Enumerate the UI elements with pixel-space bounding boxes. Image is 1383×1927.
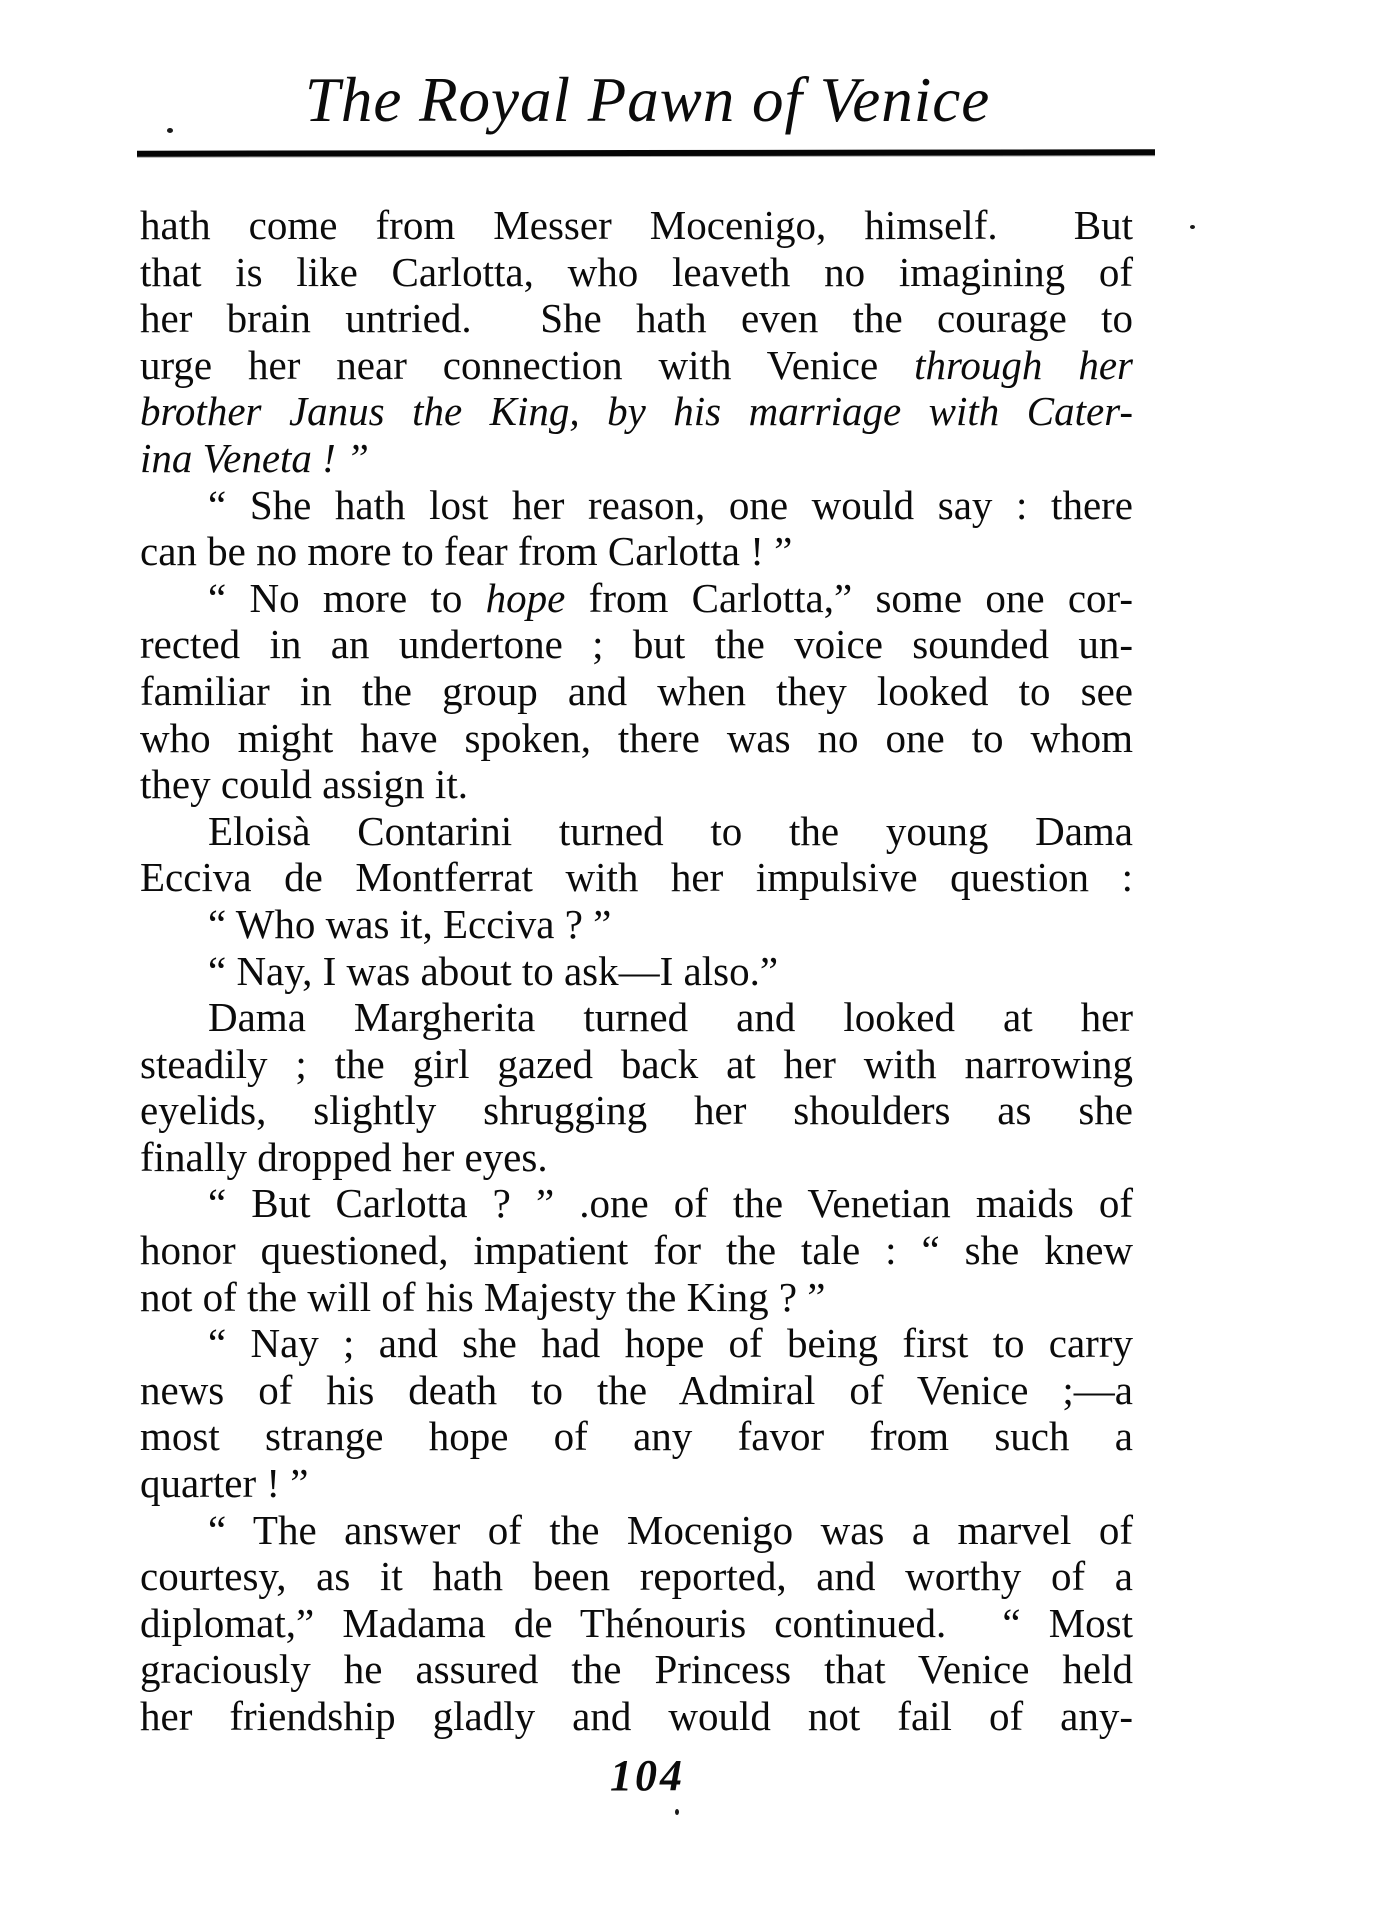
- text-line: [140, 1180, 1133, 1227]
- text-run: her friendship gladly and would not fail of any-: [140, 1693, 1133, 1739]
- text-line: [140, 621, 1133, 668]
- text-run: urge her near connection with Venice: [140, 341, 915, 388]
- ink-speck: [167, 128, 173, 133]
- text-run: “ Nay ; and she had hope of being first to carry: [208, 1320, 1133, 1367]
- text-line: [140, 1320, 1133, 1367]
- text-line: [140, 994, 1133, 1041]
- text-run: hath come from Messer Mocenigo, himself. But: [140, 202, 1133, 248]
- text-line: [140, 528, 1133, 575]
- italic-text-run: through her: [914, 341, 1133, 388]
- text-line: [140, 202, 1133, 249]
- text-run: diplomat,” Madama de Thénouris continued. “ Most: [140, 1599, 1133, 1646]
- text-run: honor questioned, impatient for the tale : “ she knew: [140, 1227, 1133, 1274]
- text-line: [140, 342, 1133, 389]
- ink-speck: [675, 1809, 679, 1815]
- text-line: [140, 1087, 1133, 1134]
- text-run: they could assign it.: [140, 761, 468, 808]
- text-line: [140, 668, 1133, 715]
- text-run: graciously he assured the Princess that Venice held: [140, 1646, 1133, 1693]
- text-run: “ Nay, I was about to ask—I also.”: [208, 947, 779, 994]
- italic-text-run: hope: [485, 574, 566, 621]
- text-run: not of the will of his Majesty the King ? ”: [140, 1273, 826, 1320]
- text-run: courtesy, as it hath been reported, and worthy of a: [140, 1553, 1133, 1600]
- text-run: familiar in the group and when they looked to see: [140, 667, 1133, 714]
- text-run: Eloisà Contarini turned to the young Dama: [208, 807, 1133, 854]
- text-line: [140, 854, 1133, 901]
- ink-speck: [1190, 225, 1195, 229]
- text-run: most strange hope of any favor from such a: [140, 1413, 1133, 1460]
- text-line: [140, 1367, 1133, 1414]
- text-line: [140, 388, 1133, 435]
- text-line: [140, 1460, 1133, 1507]
- text-run: Ecciva de Montferrat with her impulsive question :: [140, 854, 1133, 901]
- text-line: [140, 249, 1133, 296]
- text-run: finally dropped her eyes.: [140, 1133, 548, 1180]
- text-run: quarter ! ”: [140, 1460, 309, 1507]
- text-line: [140, 1134, 1133, 1181]
- text-line: [140, 1553, 1133, 1600]
- text-run: can be no more to fear from Carlotta ! ”: [140, 528, 793, 575]
- text-line: [140, 808, 1133, 855]
- text-line: [140, 435, 1133, 482]
- text-run: “ No more to: [208, 574, 486, 621]
- header-rule: [137, 149, 1155, 156]
- text-line: [140, 948, 1133, 995]
- italic-text-run: ina Veneta ! ”: [140, 434, 369, 481]
- text-line: [140, 1507, 1133, 1554]
- text-run: steadily ; the girl gazed back at her with narrowing: [140, 1040, 1133, 1087]
- text-run: “ But Carlotta ? ” .one of the Venetian maids of: [208, 1180, 1133, 1227]
- text-run: Dama Margherita turned and looked at her: [208, 994, 1133, 1041]
- text-run: who might have spoken, there was no one to whom: [140, 714, 1133, 761]
- text-line: [140, 1600, 1133, 1647]
- body-text: [140, 202, 1133, 1740]
- text-line: [140, 1227, 1133, 1274]
- text-line: [140, 1646, 1133, 1693]
- text-run: her brain untried. She hath even the courage to: [140, 295, 1133, 342]
- text-line: [140, 761, 1133, 808]
- text-line: [140, 1274, 1133, 1321]
- text-run: from Carlotta,” some one cor-: [565, 574, 1134, 621]
- text-run: “ She hath lost her reason, one would say : there: [208, 481, 1133, 528]
- page-number: 104: [610, 1751, 685, 1800]
- text-line: [140, 575, 1133, 622]
- text-line: [140, 482, 1133, 529]
- text-run: rected in an undertone ; but the voice sounded un-: [140, 621, 1133, 668]
- text-run: “ Who was it, Ecciva ? ”: [208, 900, 612, 947]
- page-title: The Royal Pawn of Venice: [304, 65, 991, 135]
- text-run: eyelids, slightly shrugging her shoulders as she: [140, 1087, 1133, 1134]
- text-run: news of his death to the Admiral of Venice ;—a: [140, 1366, 1133, 1413]
- text-line: [140, 1693, 1133, 1740]
- text-line: [140, 1413, 1133, 1460]
- text-run: that is like Carlotta, who leaveth no imagining of: [140, 248, 1133, 295]
- italic-text-run: brother Janus the King, by his marriage with Cater-: [140, 388, 1133, 435]
- text-line: [140, 715, 1133, 762]
- text-line: [140, 295, 1133, 342]
- text-line: [140, 1041, 1133, 1088]
- text-line: [140, 901, 1133, 948]
- text-run: “ The answer of the Mocenigo was a marvel of: [208, 1506, 1133, 1553]
